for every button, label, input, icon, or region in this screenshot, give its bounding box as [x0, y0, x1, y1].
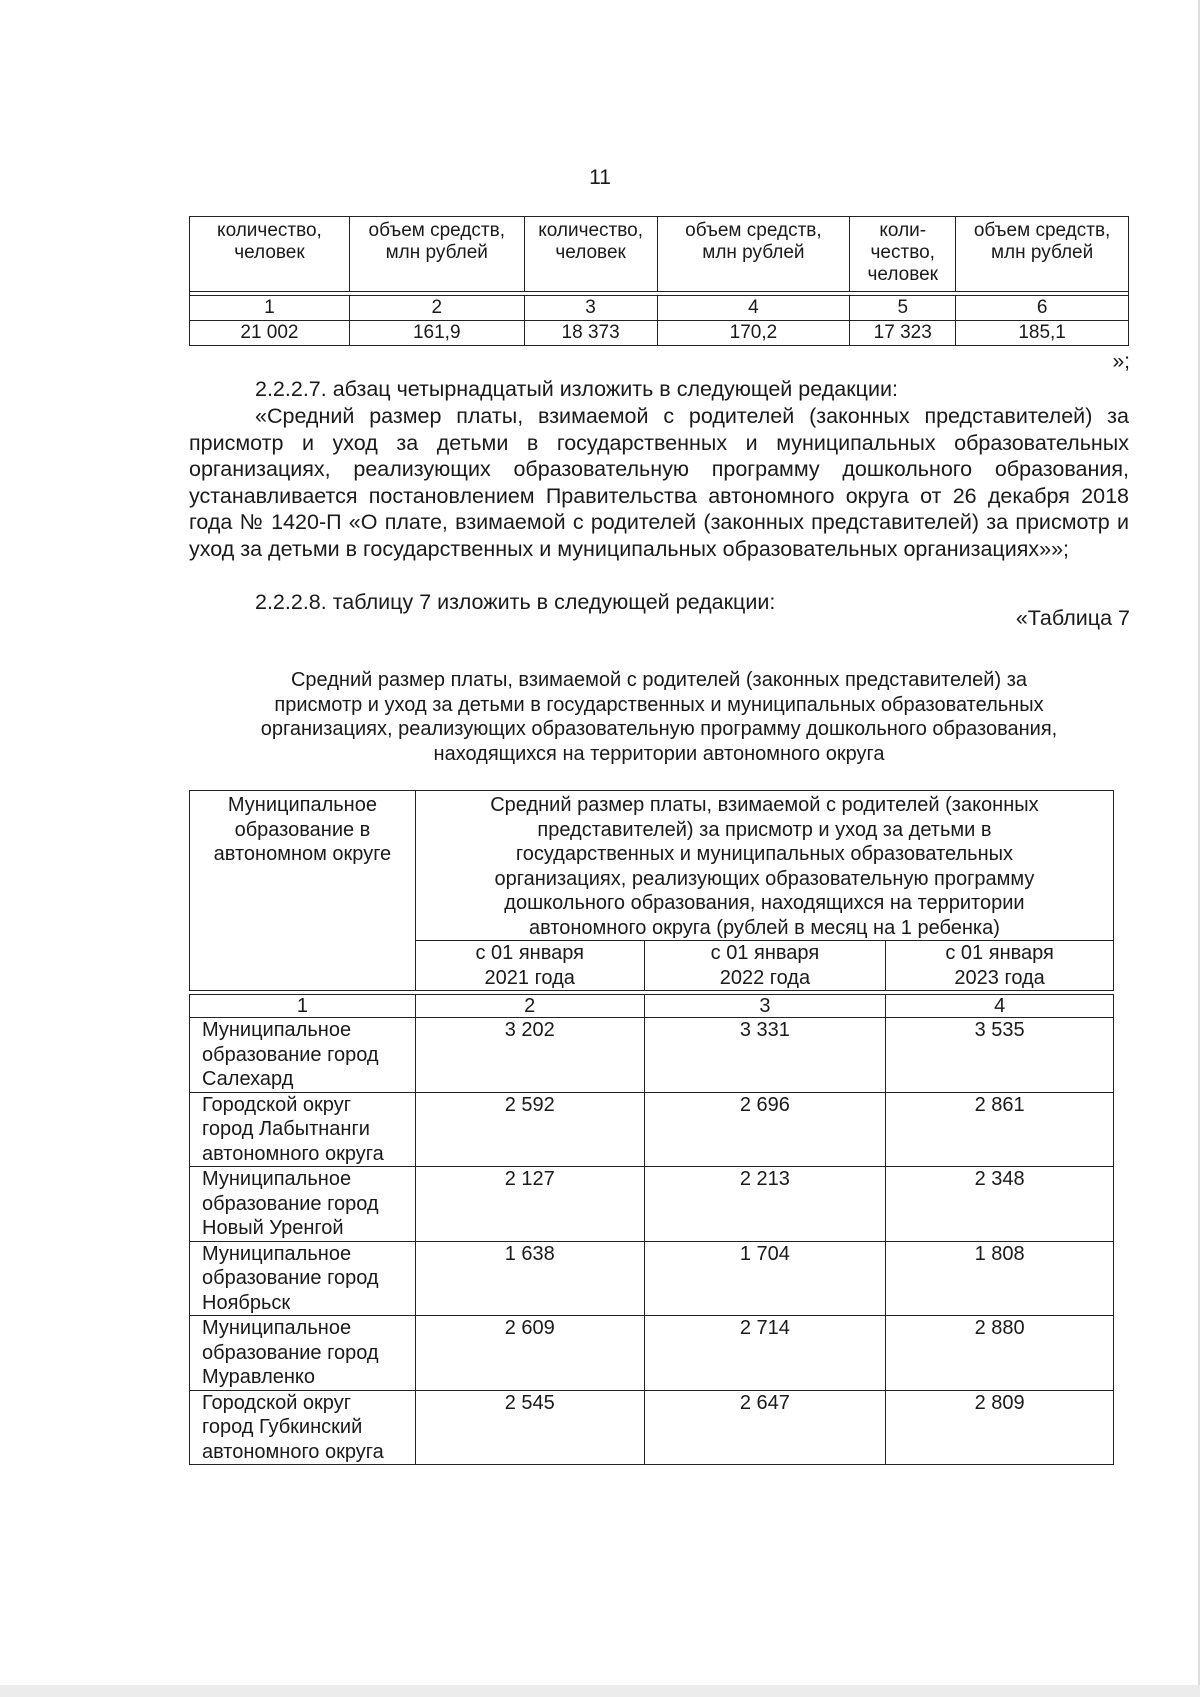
closing-quote: »; — [1112, 350, 1130, 373]
fee-2021: 2 545 — [415, 1390, 644, 1465]
table-cell-value: 161,9 — [349, 321, 524, 346]
fee-2023: 2 348 — [886, 1167, 1114, 1242]
fee-2023: 1 808 — [886, 1241, 1114, 1316]
page-number: 11 — [589, 166, 611, 189]
table-row — [190, 1167, 1114, 1242]
column-number: 2 — [415, 995, 644, 1018]
table-title-line: находящихся на территории автономного округа — [433, 742, 885, 765]
table-cell-value: 185,1 — [956, 321, 1129, 346]
municipality-name: Муниципальное образование город Новый Уренгой — [190, 1167, 416, 1242]
fee-2022: 3 331 — [644, 1018, 886, 1093]
column-number: 1 — [190, 995, 416, 1018]
top-table-header-cell: объем средств, млн рублей — [657, 217, 850, 292]
paragraph-2228: 2.2.2.8. таблицу 7 изложить в следующей редакции: — [255, 590, 776, 614]
top-table-header-cell: количество, человек — [190, 217, 350, 292]
top-table-header-cell: объем средств, млн рублей — [956, 217, 1129, 292]
fee-2022: 2 647 — [644, 1390, 886, 1465]
table-row — [190, 1390, 1114, 1465]
fee-2021: 3 202 — [415, 1018, 644, 1093]
top-table-header-cell: количество, человек — [524, 217, 657, 292]
table-cell-value: 21 002 — [190, 321, 350, 346]
fee-2022: 2 696 — [644, 1092, 886, 1167]
municipality-name: Муниципальное образование город Муравленко — [190, 1316, 416, 1391]
main-table-number-row — [190, 995, 1114, 1018]
municipality-name: Муниципальное образование город Салехард — [190, 1018, 416, 1093]
fee-2023: 2 861 — [886, 1092, 1114, 1167]
top-table-header-cell: объем средств, млн рублей — [349, 217, 524, 292]
column-number: 3 — [644, 995, 886, 1018]
table-row — [190, 1316, 1114, 1391]
municipality-name: Муниципальное образование город Ноябрьск — [190, 1241, 416, 1316]
fee-2022: 2 213 — [644, 1167, 886, 1242]
table-title-line: Средний размер платы, взимаемой с родителей (законных представителей) за — [290, 669, 1027, 691]
fee-2021: 2 592 — [415, 1092, 644, 1167]
date-header-2022: с 01 января 2022 года — [644, 941, 886, 991]
table-caption: «Таблица 7 — [1015, 606, 1130, 630]
top-table-header-row — [190, 217, 1129, 292]
fee-2023: 3 535 — [886, 1018, 1114, 1093]
group-header: Средний размер платы, взимаемой с родителей (законных представителей) за присмотр и уход за детьми в государственных и муниципальных образовательных организациях, реализующих образовательную программу дошкольного образования, находящихся на территории автономного округа (рублей в месяц на 1 ребенка) — [415, 791, 1113, 941]
column-number: 5 — [850, 296, 956, 321]
table-cell-value: 17 323 — [850, 321, 956, 346]
fee-2021: 2 127 — [415, 1167, 644, 1242]
fee-2021: 2 609 — [415, 1316, 644, 1391]
scan-bottom-edge — [0, 1685, 1200, 1697]
main-table — [189, 790, 1114, 1465]
table-row — [190, 1241, 1114, 1316]
paragraph-2227-text: «Средний размер платы, взимаемой с родителей (законных представителей) за присмотр и уход за детьми в государственных и муниципальных образовательных организациях, реализующих образовательную программу дошкольного образования, устанавливается постановлением Правительства автономного округа от 26 декабря 2018 года № 1420-П «О плате, взимаемой с родителей (законных представителей) за присмотр и уход за детьми в государственных и муниципальных образовательных организациях»»; — [189, 404, 1129, 561]
table-row — [190, 1092, 1114, 1167]
municipality-name: Городской округ город Губкинский автономного округа — [190, 1390, 416, 1465]
column-number: 4 — [657, 296, 850, 321]
column-number: 2 — [349, 296, 524, 321]
fee-2023: 2 880 — [886, 1316, 1114, 1391]
table-title-line: присмотр и уход за детьми в государственных и муниципальных образовательных — [274, 693, 1044, 716]
column-number: 1 — [190, 296, 350, 321]
column-number: 3 — [524, 296, 657, 321]
table-cell-value: 18 373 — [524, 321, 657, 346]
fee-2022: 2 714 — [644, 1316, 886, 1391]
municipality-name: Городской округ город Лабытнанги автономного округа — [190, 1092, 416, 1167]
table-title — [189, 668, 1129, 766]
fee-2023: 2 809 — [886, 1390, 1114, 1465]
table-title-line: организациях, реализующих образовательную программу дошкольного образования, — [260, 718, 1058, 740]
table-cell-value: 170,2 — [657, 321, 850, 346]
fee-2022: 1 704 — [644, 1241, 886, 1316]
date-header-2023: с 01 января 2023 года — [886, 941, 1114, 991]
top-table-header-cell: коли- чество, человек — [850, 217, 956, 292]
municipality-header: Муниципальное образование в автономном округе — [190, 791, 416, 991]
column-number: 6 — [956, 296, 1129, 321]
column-number: 4 — [886, 995, 1114, 1018]
table-row — [190, 1018, 1114, 1093]
top-table-value-row — [190, 321, 1129, 346]
date-header-2021: с 01 января 2021 года — [415, 941, 644, 991]
top-table — [189, 216, 1129, 346]
paragraph-2227-heading: 2.2.2.7. абзац четырнадцатый изложить в следующей редакции: — [255, 377, 898, 401]
fee-2021: 1 638 — [415, 1241, 644, 1316]
top-table-number-row — [190, 296, 1129, 321]
main-table-header-row — [190, 791, 1114, 941]
